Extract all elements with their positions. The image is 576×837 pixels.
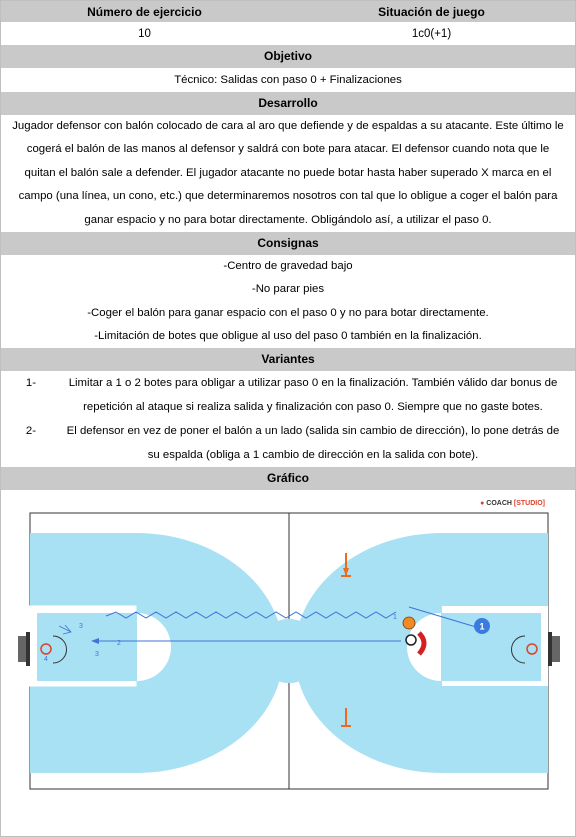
variantes-list xyxy=(1,371,575,467)
brand-logo xyxy=(480,500,545,507)
brand-main: COACH xyxy=(486,500,512,508)
variante-number: 1- xyxy=(25,377,37,390)
defender-clock-icon xyxy=(406,635,416,645)
header-row xyxy=(1,1,575,23)
game-situation-label: Situación de juego xyxy=(378,4,485,19)
variante-line: El defensor en vez de poner el balón a un lado (salida sin cambio de dirección), lo pone detrás de xyxy=(66,425,560,438)
consigna-item: -No parar pies xyxy=(251,283,325,296)
exercise-number-value: 10 xyxy=(138,27,151,40)
variante-text xyxy=(61,371,565,419)
center-circle xyxy=(257,619,321,683)
brand-icon: ● xyxy=(480,500,485,508)
marker-text: 4 xyxy=(44,656,48,664)
variante-line: repetición al ataque si realiza salida y finalización con paso 0. Siempre que no gaste botes. xyxy=(83,401,543,414)
variante-text xyxy=(61,419,565,467)
left-stanchion xyxy=(26,632,30,666)
marker-text: 3 xyxy=(95,651,99,659)
offense-player-label: 1 xyxy=(479,621,485,632)
consignas-list xyxy=(1,255,575,348)
left-backboard xyxy=(18,636,26,662)
right-paint xyxy=(441,613,541,681)
header-values-row xyxy=(1,23,575,45)
basketball-icon xyxy=(403,617,415,629)
court-diagram xyxy=(1,490,575,830)
brand-tag: [STUDIO] xyxy=(513,500,545,508)
objetivo-title: Objetivo xyxy=(1,45,575,68)
consigna-item: -Coger el balón para ganar espacio con el paso 0 y no para botar directamente. xyxy=(87,306,489,319)
marker-text: 3 xyxy=(79,623,83,631)
objetivo-text: Técnico: Salidas con paso 0 + Finalizaciones xyxy=(174,74,402,86)
court-svg xyxy=(1,508,575,828)
variante-line: Limitar a 1 o 2 botes para obligar a utilizar paso 0 en la finalización. También válido dar bonus de xyxy=(68,377,558,390)
right-backboard xyxy=(552,636,560,662)
marker-text: 1 xyxy=(393,614,397,622)
consignas-title: Consignas xyxy=(1,232,575,255)
desarrollo-line: ganar espacio y no para botar directamente. Obligándolo así, a utilizar el paso 0. xyxy=(84,213,492,226)
consigna-item: -Limitación de botes que obligue al uso del paso 0 también en la finalización. xyxy=(94,329,482,342)
left-paint xyxy=(37,613,137,681)
desarrollo-line: campo (una línea, un cono, etc.) que determinaremos nosotros con tal que lo obligue a coger el balón para xyxy=(18,190,558,203)
variante-number: 2- xyxy=(25,425,37,438)
right-stanchion xyxy=(548,632,552,666)
marker-text: 2 xyxy=(117,640,121,648)
consigna-item: -Centro de gravedad bajo xyxy=(223,260,353,273)
game-situation-value: 1c0(+1) xyxy=(411,27,452,40)
variantes-title: Variantes xyxy=(1,348,575,371)
desarrollo-line: quitan el balón sale a defender. El jugador atacante no puede botar hasta haber superado X marca en el xyxy=(24,166,552,179)
desarrollo-line: cogerá el balón de las manos al defensor y saldrá con bote para atacar. El defensor cuando nota que le xyxy=(26,143,550,156)
desarrollo-line: Jugador defensor con balón colocado de cara al aro que defiende y de espaldas a su atacante. Este último le xyxy=(12,120,564,132)
variante-line: su espalda (obliga a 1 cambio de dirección en la salida con bote). xyxy=(147,449,479,462)
desarrollo-title: Desarrollo xyxy=(1,92,575,115)
exercise-number-label: Número de ejercicio xyxy=(87,4,202,19)
variante-item xyxy=(1,371,565,419)
desarrollo-text xyxy=(1,115,575,232)
variante-item xyxy=(1,419,565,467)
grafico-title: Gráfico xyxy=(1,467,575,490)
